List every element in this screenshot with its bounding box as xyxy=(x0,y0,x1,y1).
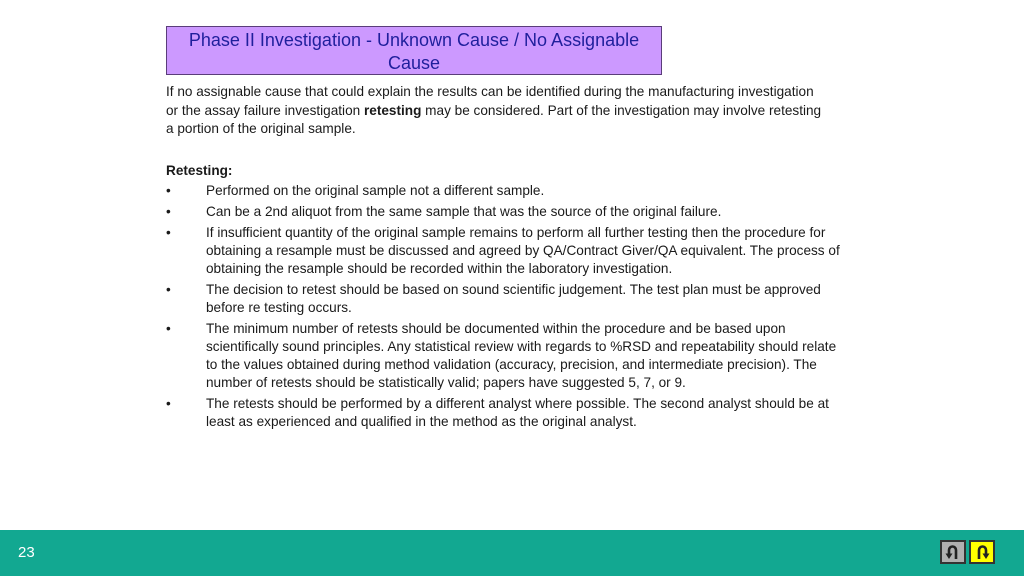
list-item-text: The retests should be performed by a different analyst where possible. The second analyst should be at least as experienced and qualified in the method as the original analyst. xyxy=(206,396,829,429)
bullet-icon: • xyxy=(166,321,171,336)
intro-bold-term: retesting xyxy=(363,102,422,118)
bullet-icon: • xyxy=(166,225,171,240)
list-item-text: The minimum number of retests should be documented within the procedure and be based upon scientifically sound principles. Any statistical review with regards to %RSD and repeatability should relate to the values obtained during method validation (accuracy, precision, and intermediate precision). The number of retests should be statistically valid; papers have suggested 5, 7, or 9. xyxy=(206,321,837,390)
intro-text-part-2: may be considered. Part of the investigation may involve retesting a portion of the original sample. xyxy=(166,102,822,136)
slide-title xyxy=(166,26,662,75)
bullet-list xyxy=(166,182,846,431)
slide-title-line-1: Phase II Investigation - Unknown Cause / No Assignable xyxy=(188,30,640,50)
bullet-icon: • xyxy=(166,282,171,297)
bullet-icon: • xyxy=(166,204,171,219)
footer-bar xyxy=(0,530,1024,576)
list-item-text: Can be a 2nd aliquot from the same sample that was the source of the original failure. xyxy=(206,204,722,219)
list-item-text: The decision to retest should be based on sound scientific judgement. The test plan must be approved before re testing occurs. xyxy=(206,282,821,315)
back-button[interactable] xyxy=(940,540,966,564)
forward-button[interactable] xyxy=(969,540,995,564)
u-turn-forward-icon xyxy=(973,543,991,561)
slide-title-line-2: Cause xyxy=(387,53,441,73)
list-item xyxy=(166,182,846,200)
page-number: 23 xyxy=(18,544,35,561)
list-item-text: Performed on the original sample not a different sample. xyxy=(206,183,545,198)
list-item xyxy=(166,224,846,278)
retesting-section xyxy=(166,162,846,434)
intro-paragraph xyxy=(166,83,826,139)
bullet-icon: • xyxy=(166,396,171,411)
list-item xyxy=(166,395,846,431)
list-item-text: If insufficient quantity of the original sample remains to perform all further testing then the procedure for obtaining a resample must be discussed and agreed by QA/Contract Giver/QA equivalent. The process of obtaining the resample should be recorded within the laboratory investigation. xyxy=(206,225,840,276)
bullet-icon: • xyxy=(166,183,171,198)
section-heading: Retesting: xyxy=(166,163,233,178)
list-item xyxy=(166,203,846,221)
list-item xyxy=(166,320,846,392)
intro-text-part-1: If no assignable cause that could explain the results can be identified during the manufacturing investigation or the assay failure investigation xyxy=(166,84,814,118)
u-turn-back-icon xyxy=(944,543,962,561)
list-item xyxy=(166,281,846,317)
